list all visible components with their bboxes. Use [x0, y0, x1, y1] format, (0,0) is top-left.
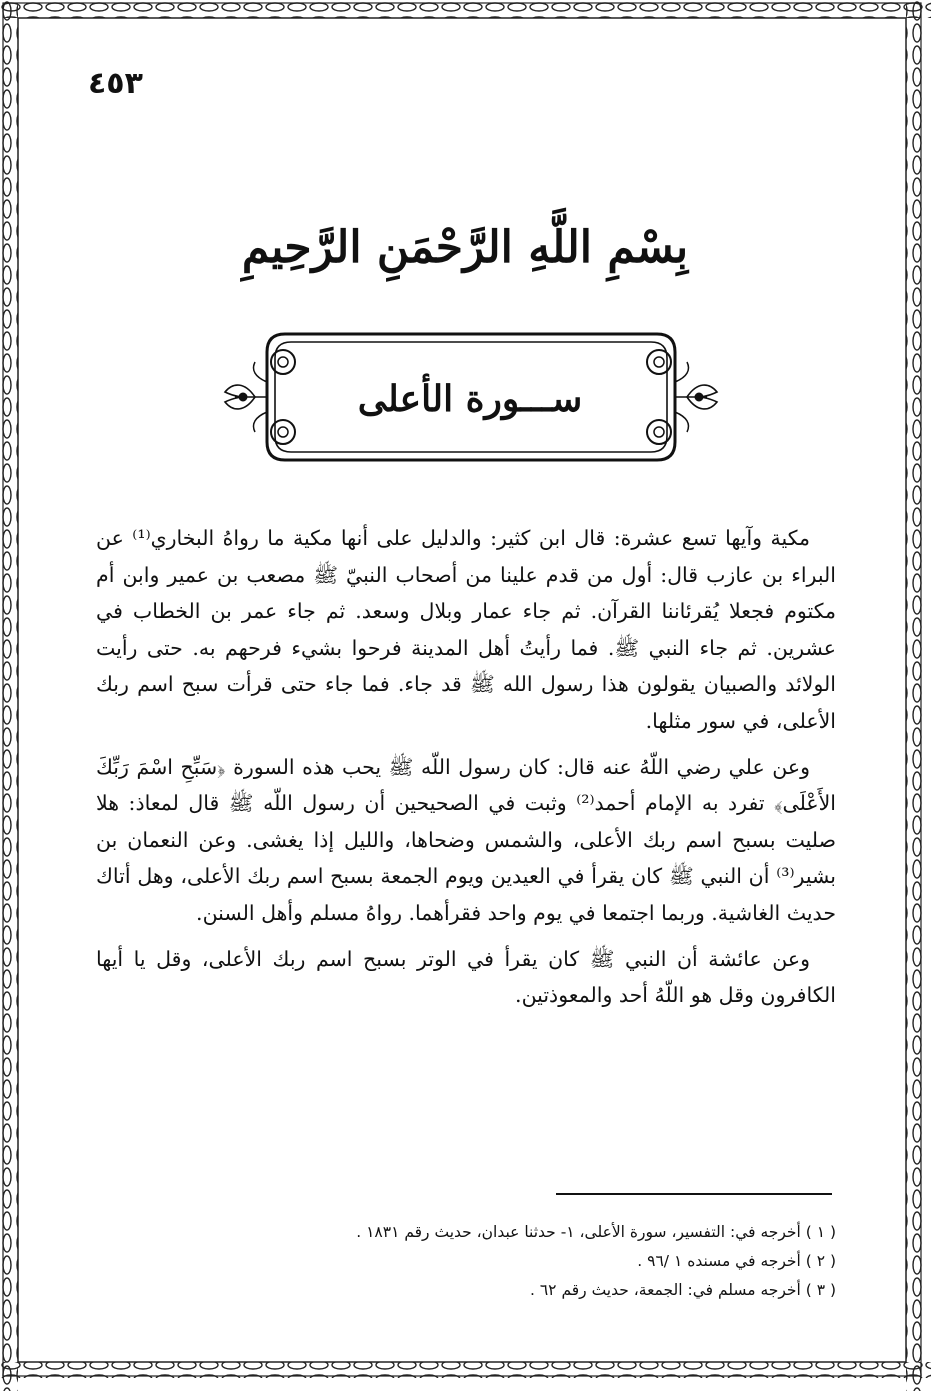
paragraph: وعن علي رضي اللّهُ عنه قال: كان رسول اللّه ﷺ يحب هذه السورة ﴿سَبِّحِ اسْمَ رَبِّكَ الأَعْلَى﴾ تفرد به الإمام أحمد⁽²⁾ وثبت في الصحيحين أن رسول اللّه ﷺ قال لمعاذ: هلا صليت بسبح اسم ربك الأعلى، والشمس وضحاها، والليل إذا يغشى. وعن النعمان بن بشير⁽³⁾ أن النبي ﷺ كان يقرأ في العيدين ويوم الجمعة بسبح اسم ربك الأعلى، وهل أتاك حديث الغاشية. وربما اجتمعا في يوم واحد فقرأهما. رواهُ مسلم وأهل السنن. — [96, 754, 836, 925]
footnotes — [240, 1218, 836, 1305]
page-number: ٤٥٣ — [88, 66, 143, 101]
footnote-separator — [556, 1193, 832, 1195]
paragraph: وعن عائشة أن النبي ﷺ كان يقرأ في الوتر بسبح اسم ربك الأعلى، وقل يا أيها الكافرون وقل هو اللّهُ أحد والمعوذتين. — [96, 946, 836, 1008]
paragraph: مكية وآيها تسع عشرة: قال ابن كثير: والدليل على أنها مكية ما رواهُ البخاري⁽¹⁾ عن البراء بن عازب قال: أول من قدم علينا من أصحاب النبيّ ﷺ مصعب بن عمير وابن أم مكتوم فجعلا يُقرئاننا القرآن. ثم جاء عمار وبلال وسعد. ثم جاء عمر بن الخطاب في عشرين. ثم جاء النبي ﷺ. فما رأيتُ أهل المدينة فرحوا بشيء فرحهم به. حتى رأيت الولائد والصبيان يقولون هذا رسول الله ﷺ قد جاء. فما جاء حتى قرأت سبح اسم ربك الأعلى، في سور مثلها. — [96, 526, 836, 733]
footnote-item: ( ١ ) أخرجه في: التفسير، سورة الأعلى، ١- حدثنا عبدان، حديث رقم ١٨٣١ . — [356, 1223, 836, 1241]
footnote-item: ( ٢ ) أخرجه في مسنده ١ /٩٦ . — [637, 1252, 836, 1270]
basmala-heading: بِسْمِ اللَّهِ الرَّحْمَنِ الرَّحِيمِ — [241, 222, 689, 273]
body-text — [96, 520, 836, 1023]
sura-title: ســـورة الأعلى — [357, 378, 583, 420]
footnote-item: ( ٣ ) أخرجه مسلم في: الجمعة، حديث رقم ٦٢ . — [530, 1281, 836, 1299]
